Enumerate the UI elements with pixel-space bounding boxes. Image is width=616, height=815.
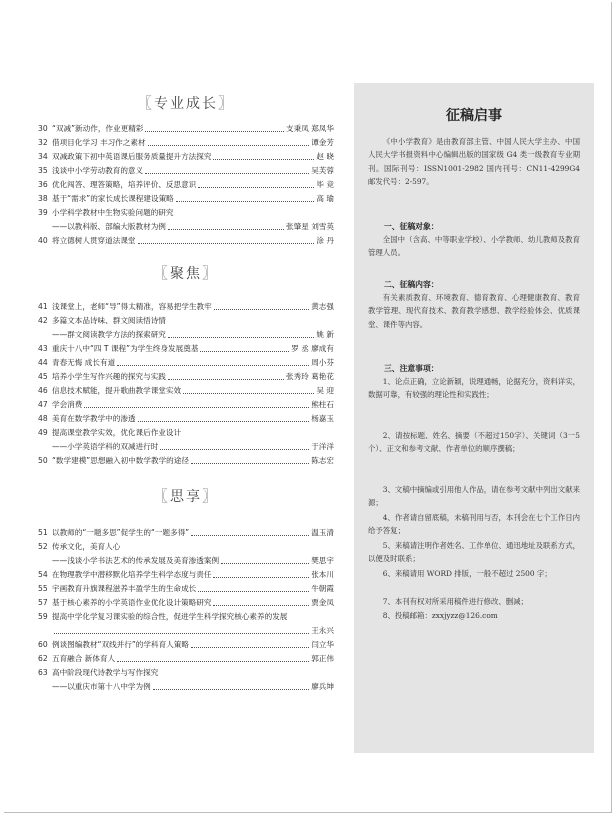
toc-title: ——以教科版、部编大版教材为例 — [52, 222, 166, 231]
toc-page-number: 43 — [38, 344, 48, 353]
toc-author: 于洋洋 — [311, 442, 334, 451]
toc-author: 吴芙蓉 — [311, 166, 334, 175]
toc-title: 浅课堂上，老师“导”得太精准，容易把学生教牢 — [52, 302, 212, 311]
toc-leader-dots — [183, 393, 314, 394]
toc-author: 张肇星 刘雪英 — [286, 222, 334, 231]
section-heading-thoughts: 〖思享〗 — [152, 487, 220, 505]
toc-entry — [38, 680, 334, 693]
note-3: 3、文稿中摘编或引用他人作品，请在参考文献中列出文献来源； — [368, 485, 580, 508]
toc-title: 高中阶段现代诗教学与写作探究 — [52, 668, 159, 677]
toc-title: 提高课堂教学实效，优化课后作业设计 — [52, 428, 182, 437]
toc-page-number: 51 — [38, 528, 48, 537]
toc-page-number: 44 — [38, 358, 48, 367]
toc-author: 闫立华 — [311, 640, 334, 649]
toc-entry — [38, 652, 334, 665]
note-2: 2、请按标题、姓名、摘要（不超过150字）、关键词（3一5个）、正文和参考文献、作者单位的顺序撰稿； — [368, 431, 580, 454]
toc-entry — [38, 596, 334, 609]
toc-author: 罗 丞 廖成有 — [291, 344, 334, 353]
toc-author: 吴 迎 — [316, 386, 334, 395]
toc-page-number: 49 — [38, 428, 48, 437]
toc-author: 姚 新 — [316, 330, 334, 339]
toc-page-number: 55 — [38, 584, 48, 593]
toc-author: 周小芬 — [311, 358, 334, 367]
toc-page-number: 39 — [38, 208, 48, 217]
toc-entry — [38, 300, 334, 313]
toc-title: 五育融合 新体育人 — [52, 654, 116, 663]
toc-leader-dots — [54, 633, 309, 634]
toc-entry — [38, 526, 334, 539]
toc-page-number: 57 — [38, 598, 48, 607]
toc-leader-dots — [160, 449, 309, 450]
toc-title: 优化闯答、理答策略，培养评价、反思意识 — [52, 180, 197, 189]
toc-entry — [38, 164, 334, 177]
toc-title: 青春无悔 成长有道 — [52, 358, 116, 367]
toc-page-number: 32 — [38, 138, 48, 147]
toc-author: 贾金凤 — [311, 598, 334, 607]
call-for-papers-title: 征稿启事 — [446, 108, 502, 124]
toc-title: “数学建模”思想融入初中数学教学的途径 — [52, 456, 189, 465]
toc-entry — [38, 568, 334, 581]
toc-entry — [38, 554, 334, 567]
toc-entry — [38, 610, 334, 623]
note-8: 8、投稿邮箱：zxxjyzz@126.com — [382, 611, 498, 620]
call-intro: 《中小学教育》是由教育部主管、中国人民大学主办、中国人民大学书报资料中心编辑出版的国家级 G4 类一级教育专业期刊。国际刊号：ISSN1001-2982 国内刊号：CN11-4299G4 邮发代号：2-597。 — [368, 137, 580, 187]
toc-page-number: 47 — [38, 400, 48, 409]
toc-author: 张秀玲 葛艳花 — [286, 372, 334, 381]
toc-title: 多篇文本品诗味、群文阅读悟诗情 — [52, 316, 166, 325]
toc-entry — [38, 412, 334, 425]
toc-leader-dots — [213, 605, 309, 606]
target-text: 全国中（含高、中等职业学校）、小学教师、幼儿教师及教育管理人员。 — [368, 235, 580, 258]
toc-entry — [38, 582, 334, 595]
toc-author: 郭正伟 — [311, 654, 334, 663]
toc-leader-dots — [191, 535, 309, 536]
toc-entry — [38, 192, 334, 205]
toc-author: 赵 晓 — [316, 152, 334, 161]
toc-entry — [38, 666, 334, 679]
toc-entry — [38, 638, 334, 651]
toc-title: 将立德树人贯穿道法课堂 — [52, 236, 136, 245]
toc-title: 基于核心素养的小学英语作业优化设计策略研究 — [52, 598, 212, 607]
toc-author: 张本川 — [311, 570, 334, 579]
toc-author: 温玉清 — [311, 528, 334, 537]
toc-leader-dots — [191, 647, 309, 648]
call-for-papers-box — [354, 83, 594, 753]
toc-page-number: 35 — [38, 166, 48, 175]
toc-page-number: 30 — [38, 124, 48, 133]
toc-title: 培养小学生写作兴趣的探究与实践 — [52, 372, 166, 381]
toc-author: 毕 竞 — [316, 180, 334, 189]
toc-leader-dots — [168, 379, 284, 380]
toc-title: 提高中学化学复习课实验的综合性，促进学生科学探究核心素养的发展 — [52, 612, 288, 621]
toc-page-number: 48 — [38, 414, 48, 423]
toc-title: 美育在数学教学中的渗透 — [52, 414, 136, 423]
toc-leader-dots — [191, 463, 309, 464]
toc-leader-dots — [176, 201, 315, 202]
toc-author: 王永兴 — [311, 626, 334, 635]
toc-leader-dots — [213, 577, 309, 578]
toc-entry — [38, 328, 334, 341]
toc-title: 例谈图编教材“双线并行”的学科育人策略 — [52, 640, 189, 649]
toc-entry — [38, 426, 334, 439]
toc-leader-dots — [148, 145, 310, 146]
toc-leader-dots — [138, 243, 315, 244]
toc-title: ——群文阅读教学方法的探索研究 — [52, 330, 166, 339]
note-1: 1、论点正确，立论新颖，说理通畅，论据充分，资料详实，数据可靠，有较强的理论性和实践性； — [368, 377, 580, 400]
toc-author: 牛朝霞 — [311, 584, 334, 593]
toc-page-number: 41 — [38, 302, 48, 311]
toc-title: 小学科学教材中生物实验问题的研究 — [52, 208, 174, 217]
toc-title: 传承文化，美育人心 — [52, 542, 121, 551]
heading-notes: 三、注意事项： — [384, 364, 439, 373]
heading-content: 二、征稿内容： — [384, 280, 439, 289]
toc-entry — [38, 314, 334, 327]
toc-page-number: 42 — [38, 316, 48, 325]
toc-title: 双减政策下初中英语课后服务质量提升方法探究 — [52, 152, 212, 161]
toc-leader-dots — [221, 563, 309, 564]
toc-author: 陈志宏 — [311, 456, 334, 465]
toc-page-number: 36 — [38, 180, 48, 189]
toc-title: 重庆十八中“四 T 课程”为学生终身发展奠基 — [52, 344, 199, 353]
toc-author: 廖兵坤 — [311, 682, 334, 691]
toc-title: ——小学英语学科的双减进行时 — [52, 442, 159, 451]
toc-entry — [38, 234, 334, 247]
toc-page-number: 38 — [38, 194, 48, 203]
toc-entry — [38, 370, 334, 383]
toc-leader-dots — [168, 337, 314, 338]
toc-leader-dots — [138, 421, 310, 422]
toc-page-number: 46 — [38, 386, 48, 395]
toc-entry — [38, 220, 334, 233]
toc-title: ——浅谈小学书法艺术的传承发展及美育渗透案例 — [52, 556, 220, 565]
toc-entry — [38, 454, 334, 467]
toc-entry — [38, 624, 334, 637]
toc-author: 涂 丹 — [316, 236, 334, 245]
toc-entry — [38, 342, 334, 355]
toc-title: “双减”新动作，作业更精彩 — [52, 124, 144, 133]
toc-entry — [38, 384, 334, 397]
toc-author: 黄志强 — [311, 302, 334, 311]
content-text: 有关素质教育、环境教育、德育教育、心理健康教育、教育教学管理、现代育技术、教育教学感想、教学经验体会、优质课堂、课件等内容。 — [368, 293, 580, 329]
toc-leader-dots — [84, 407, 309, 408]
toc-title: 学会消费 — [52, 400, 83, 409]
heading-target: 一、征稿对象： — [384, 222, 439, 231]
toc-entry — [38, 150, 334, 163]
toc-entry — [38, 356, 334, 369]
toc-title: 浅谈中小学劳动教育的意义 — [52, 166, 144, 175]
toc-author: 支秉凤 郑凤华 — [286, 124, 334, 133]
toc-entry — [38, 136, 334, 149]
toc-title: 借项目化学习 丰习作之素材 — [52, 138, 146, 147]
toc-title: 宇画教育升旗课程滋养丰盈学生的生命成长 — [52, 584, 197, 593]
note-4: 4、作者请自留底稿，未稿刊用与否，本刊会在七个工作日内给予答复； — [368, 513, 580, 536]
toc-title: ——以重庆市第十八中学为例 — [52, 682, 151, 691]
toc-author: 樊思宇 — [311, 556, 334, 565]
toc-title: 信息技术赋能，提升歌曲教学课堂实效 — [52, 386, 182, 395]
toc-entry — [38, 398, 334, 411]
toc-page-number: 52 — [38, 542, 48, 551]
toc-entry — [38, 440, 334, 453]
toc-leader-dots — [213, 159, 314, 160]
toc-author: 高 瑜 — [316, 194, 334, 203]
toc-page-number: 60 — [38, 640, 48, 649]
toc-leader-dots — [198, 591, 309, 592]
note-6: 6、来稿请用 WORD 排版，一般不超过 2500 字； — [382, 569, 552, 578]
toc-leader-dots — [117, 661, 309, 662]
toc-title: 在物理教学中潜移默化培养学生科学态度与责任 — [52, 570, 212, 579]
toc-entry — [38, 122, 334, 135]
toc-title: 基于“需求”的家长成长课程建设策略 — [52, 194, 174, 203]
toc-page-number: 59 — [38, 612, 48, 621]
toc-leader-dots — [145, 173, 309, 174]
section-heading-focus: 〖聚焦〗 — [152, 264, 220, 282]
toc-page-number: 54 — [38, 570, 48, 579]
section-heading-professional-growth: 〖专业成长〗 — [136, 94, 236, 112]
toc-page-number: 45 — [38, 372, 48, 381]
toc-author: 熊柱石 — [311, 400, 334, 409]
toc-leader-dots — [168, 229, 284, 230]
toc-page-number: 63 — [38, 668, 48, 677]
toc-page-number: 40 — [38, 236, 48, 245]
toc-page-number: 50 — [38, 456, 48, 465]
toc-author: 谭金芳 — [311, 138, 334, 147]
toc-leader-dots — [153, 689, 310, 690]
toc-title: 以教师的“一题多思”促学生的“一题多得” — [52, 528, 190, 537]
toc-entry — [38, 206, 334, 219]
toc-entry — [38, 540, 334, 553]
toc-entry — [38, 178, 334, 191]
note-5: 5、来稿请注明作者姓名、工作单位、通迅地址及联系方式，以便及时联系； — [368, 541, 580, 564]
toc-author: 杨嘉玉 — [311, 414, 334, 423]
toc-leader-dots — [214, 309, 309, 310]
toc-page-number: 62 — [38, 654, 48, 663]
toc-leader-dots — [200, 351, 289, 352]
note-7: 7、本刊有权对所采用稿件进行修改、删减； — [382, 597, 528, 606]
toc-leader-dots — [145, 131, 284, 132]
toc-leader-dots — [198, 187, 314, 188]
toc-leader-dots — [117, 365, 309, 366]
toc-page-number: 34 — [38, 152, 48, 161]
